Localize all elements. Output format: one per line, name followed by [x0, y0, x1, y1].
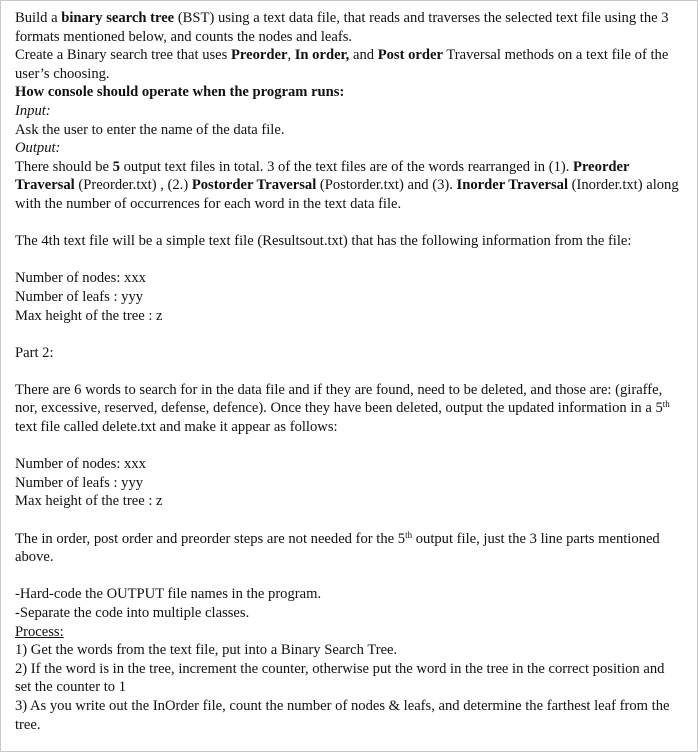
bullet-item: -Separate the code into multiple classes. — [15, 605, 250, 621]
spacer — [15, 511, 683, 530]
output-label-text: Output: — [15, 140, 61, 157]
output-text: (Preorder.txt) , (2.) — [74, 177, 192, 194]
input-label-text: Input: — [15, 102, 51, 119]
bullet-item: -Hard-code the OUTPUT file names in the program. — [15, 586, 322, 603]
output-paragraph — [15, 158, 683, 214]
stats2-height: Max height of the tree : z — [15, 493, 163, 510]
process-step: 2) If the word is in the tree, increment the counter, otherwise put the word in the tree in the correct position and set the counter to 1 — [15, 660, 665, 696]
inorder-traversal-term: Inorder Traversal — [456, 177, 569, 194]
intro-text: and — [349, 47, 378, 64]
note-paragraph — [15, 530, 683, 567]
console-heading — [15, 83, 683, 102]
preorder-term: Preorder — [230, 47, 288, 64]
intro-text: Build a — [15, 10, 62, 26]
output-text: output text files in total. 3 of the text files are of the words rearranged in (1). — [119, 158, 574, 175]
postorder-traversal-term: Postorder Traversal — [191, 177, 317, 194]
part2-paragraph — [15, 381, 683, 437]
process-label-text: Process: — [15, 623, 64, 640]
process-step: 1) Get the words from the text file, put into a Binary Search Tree. — [15, 642, 398, 659]
spacer — [15, 214, 683, 233]
output-text: There should be — [15, 158, 113, 175]
process-step: 3) As you write out the InOrder file, count the number of nodes & leafs, and determine the farthest leaf from the tree. — [15, 697, 670, 733]
intro-text: (BST) using a text data file, that reads and traverses the selected text file using the 3 formats mentioned below, and counts the nodes and leafs. — [15, 10, 669, 45]
file-count: 5 — [112, 158, 120, 175]
postorder-term: Post order — [377, 47, 443, 64]
spacer — [15, 362, 683, 381]
traversal-paragraph — [15, 46, 683, 83]
ordinal-suffix: th — [662, 399, 670, 410]
fourth-file-paragraph: The 4th text file will be a simple text file (Resultsout.txt) that has the following information from the file: — [15, 233, 632, 250]
part2-label: Part 2: — [15, 344, 54, 361]
intro-text: Traversal methods on a text file of the user’s choosing. — [15, 47, 669, 82]
spacer — [15, 437, 683, 456]
ordinal-suffix: th — [405, 529, 413, 540]
console-heading-text: How console should operate when the program runs: — [15, 84, 345, 101]
stats-height: Max height of the tree : z — [15, 307, 163, 324]
spacer — [15, 567, 683, 586]
input-label — [15, 102, 683, 121]
note-text: The in order, post order and preorder steps are not needed for the 5 — [15, 530, 406, 547]
stats-leafs: Number of leafs : yyy — [15, 288, 144, 305]
part2-text: There are 6 words to search for in the data file and if they are found, need to be deleted, and those are: (giraffe, nor, excessive, reserved, defense, defence). Once they have been deleted, output the updated information in a 5 — [15, 381, 663, 417]
process-label — [15, 623, 683, 642]
preorder-traversal-term: Preorder Traversal — [15, 158, 630, 194]
stats-nodes: Number of nodes: xxx — [15, 270, 146, 287]
part2-text: text file called delete.txt and make it appear as follows: — [15, 419, 338, 436]
output-text: (Postorder.txt) and (3). — [316, 177, 457, 194]
stats2-nodes: Number of nodes: xxx — [15, 456, 146, 473]
stats2-leafs: Number of leafs : yyy — [15, 474, 144, 491]
output-label — [15, 139, 683, 158]
inorder-term: In order, — [294, 47, 350, 64]
intro-text: , — [287, 47, 295, 64]
note-text: output file, just the 3 line parts mentioned above. — [15, 530, 660, 566]
input-text: Ask the user to enter the name of the data file. — [15, 121, 285, 138]
intro-text: Create a Binary search tree that uses — [15, 47, 231, 64]
output-text: (Inorder.txt) along with the number of occurrences for each word in the text data file. — [15, 177, 679, 212]
spacer — [15, 251, 683, 270]
spacer — [15, 325, 683, 344]
bst-term: binary search tree — [61, 10, 175, 26]
intro-paragraph — [15, 9, 683, 46]
